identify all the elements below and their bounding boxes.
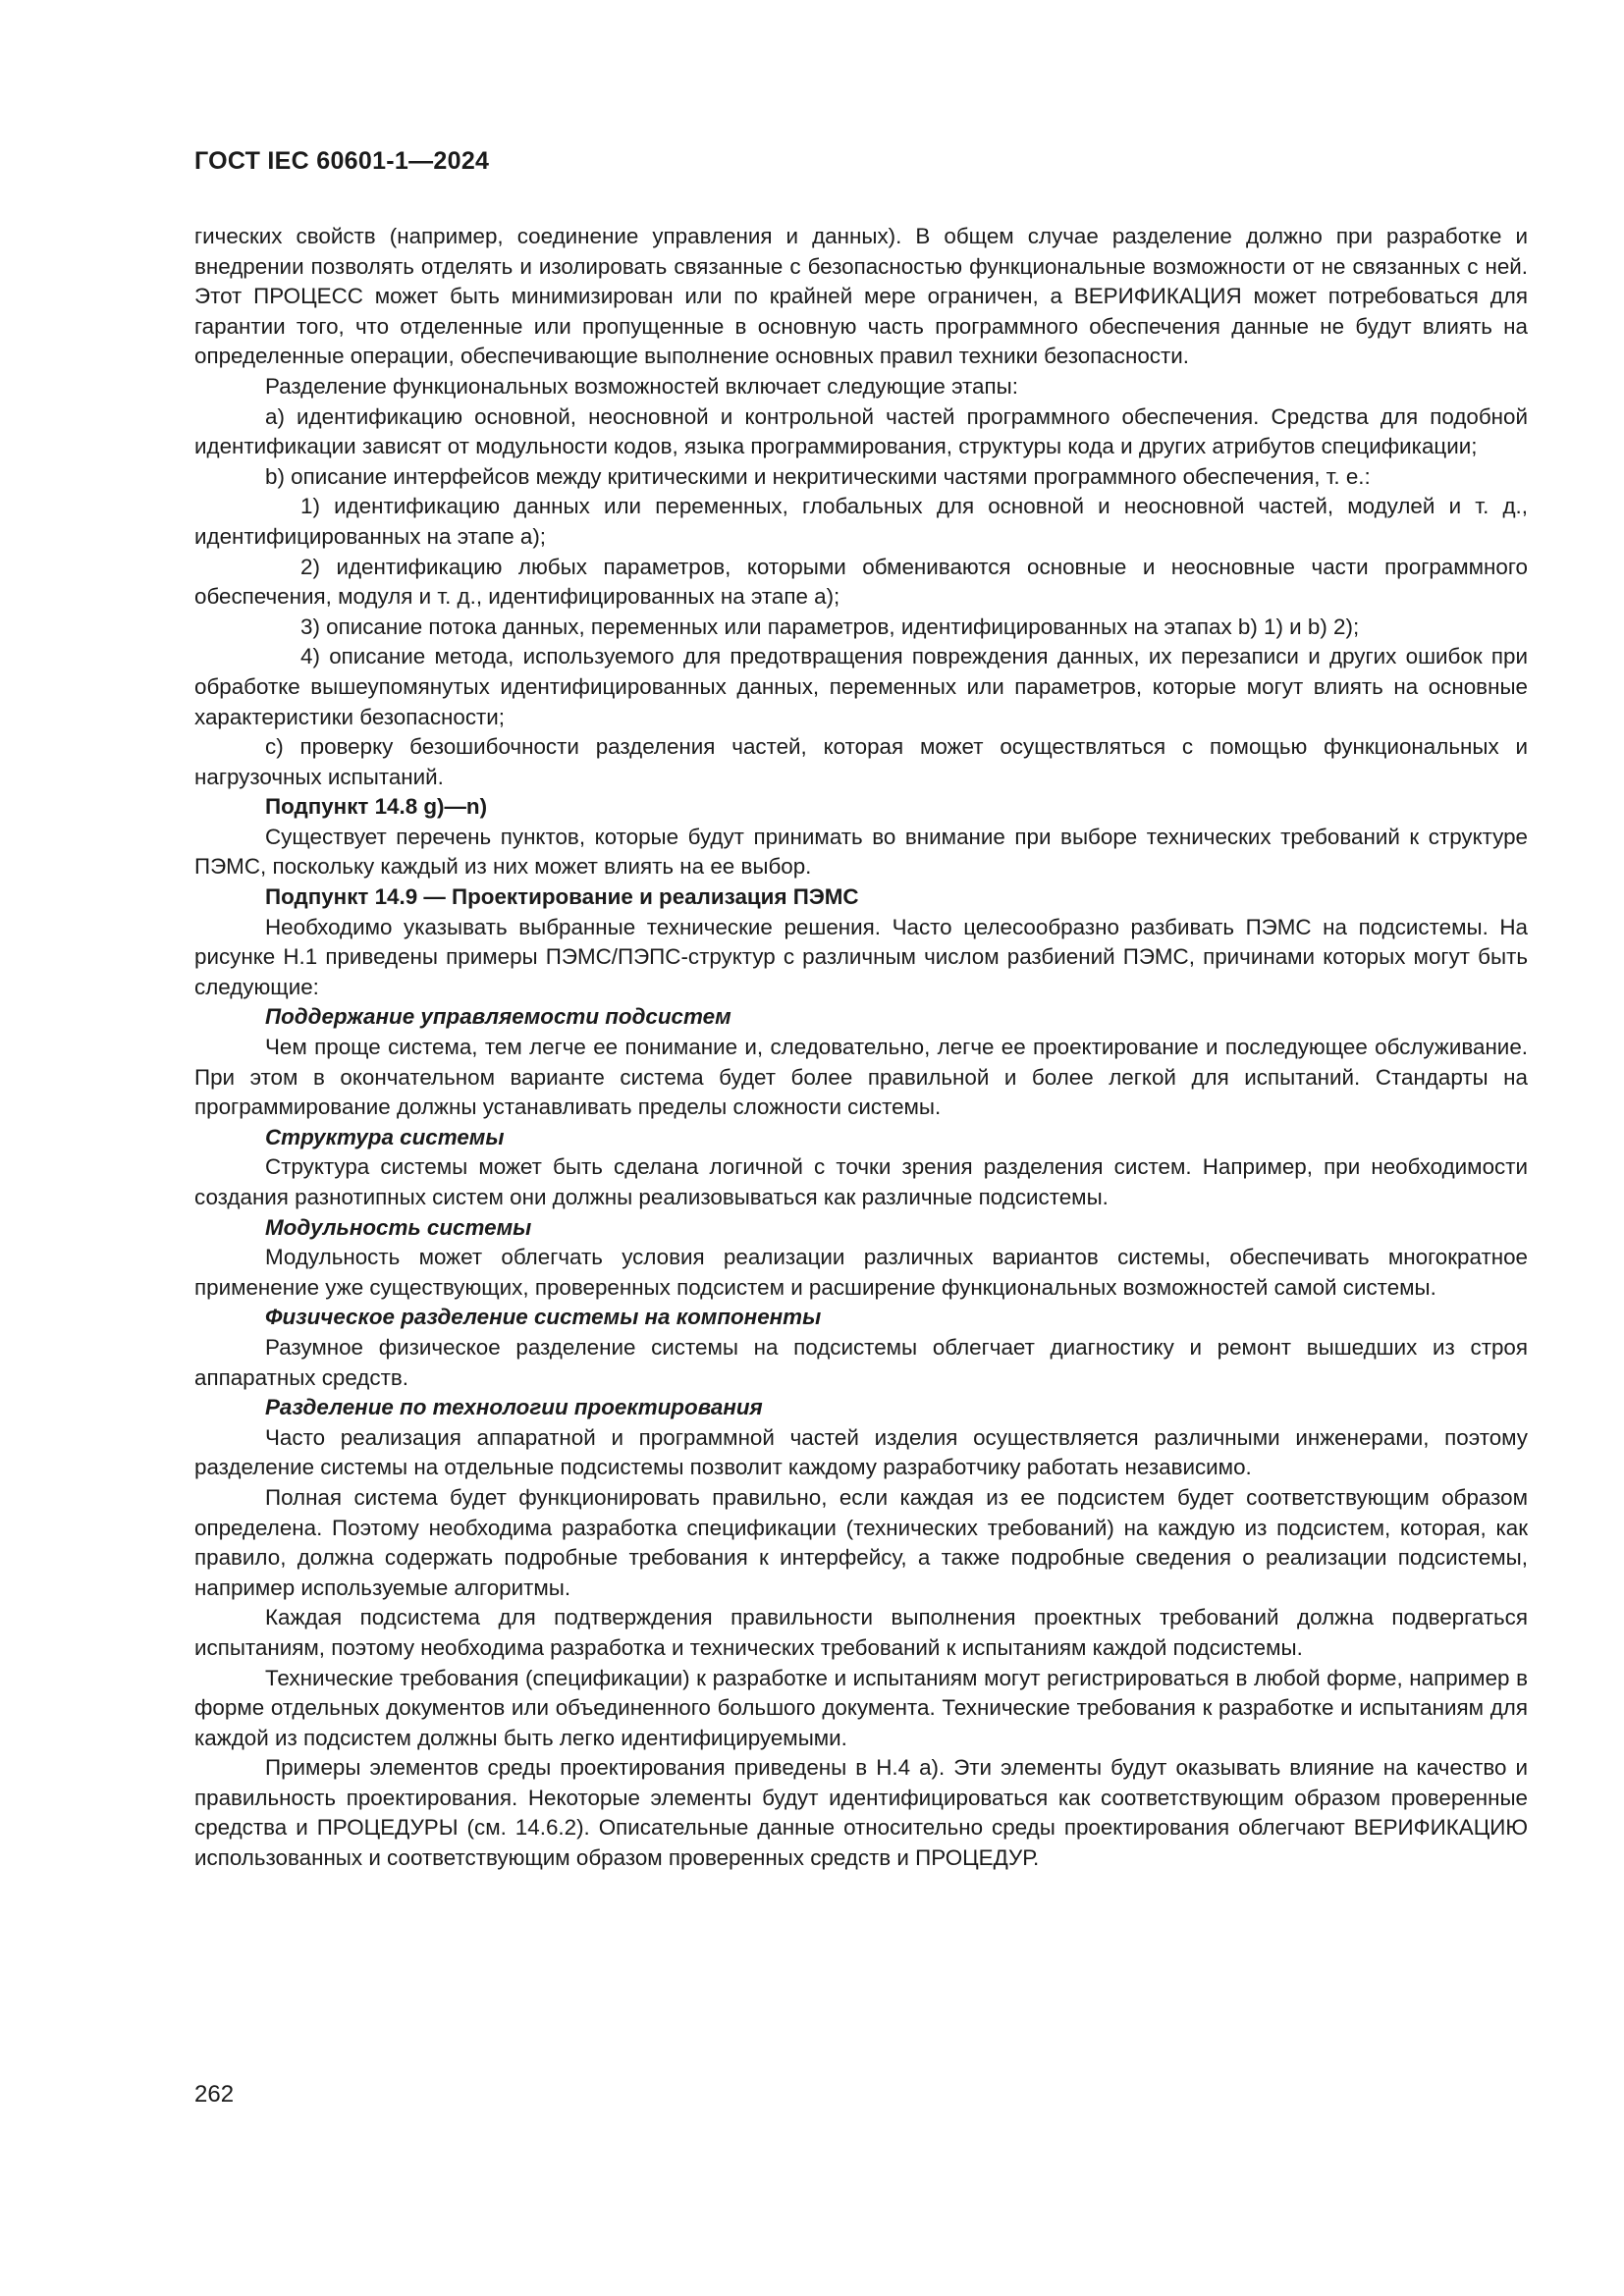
list-item: c) проверку безошибочности разделения частей, которая может осуществляться с помощью функциональных и нагрузочных испытаний. xyxy=(194,734,1528,789)
sub-list-item: 4) описание метода, используемого для предотвращения повреждения данных, их перезаписи и других ошибок при обработке вышеупомянутых идентифицированных данных, переменных или параметров, которые могут влиять на основные характеристики безопасности; xyxy=(194,644,1528,729)
paragraph: Технические требования (спецификации) к разработке и испытаниям могут регистрироваться в любой форме, например в форме отдельных документов или объединенного большого документа. Технические требования к разработке и испытаниям для каждой из подсистем должны быть легко идентифицируемыми. xyxy=(194,1665,1528,1750)
sub-list-item: 2) идентификацию любых параметров, которыми обмениваются основные и неосновные части программного обеспечения, модуля и т. д., идентифицированных на этапе a); xyxy=(194,554,1528,610)
paragraph: Примеры элементов среды проектирования приведены в H.4 a). Эти элементы будут оказывать влияние на качество и правильность проектирования. Некоторые элементы будут идентифицироваться как соответствующим образом проверенные средства и ПРОЦЕДУРЫ (см. 14.6.2). Описательные данные относительно среды проектирования облегчают ВЕРИФИКАЦИЮ использованных и соответствующим образом проверенных средств и ПРОЦЕДУР. xyxy=(194,1755,1528,1871)
paragraph: Часто реализация аппаратной и программной частей изделия осуществляется различными инженерами, поэтому разделение системы на отдельные подсистемы позволит каждому разработчику работать независимо. xyxy=(194,1424,1528,1480)
topic-heading: Физическое разделение системы на компоненты xyxy=(265,1305,822,1330)
paragraph: Разумное физическое разделение системы на подсистемы облегчает диагностику и ремонт вышедших из строя аппаратных средств. xyxy=(194,1334,1528,1390)
paragraph: Модульность может облегчать условия реализации различных вариантов системы, обеспечивать многократное применение уже существующих, проверенных подсистем и расширение функциональных возможностей самой системы. xyxy=(194,1245,1528,1300)
topic-heading: Модульность системы xyxy=(265,1214,532,1240)
list-item: b) описание интерфейсов между критическими и некритическими частями программного обеспечения, т. е.: xyxy=(265,463,1371,489)
sub-list-item: 3) описание потока данных, переменных или параметров, идентифицированных на этапах b) 1) и b) 2); xyxy=(300,614,1360,639)
document-body xyxy=(194,222,1528,1874)
paragraph: Чем проще система, тем легче ее понимание и, следовательно, легче ее проектирование и последующее обслуживание. При этом в окончательном варианте система будет более правильной и более легкой для испытаний. Стандарты на программирование должны устанавливать пределы сложности системы. xyxy=(194,1035,1528,1120)
paragraph: Полная система будет функционировать правильно, если каждая из ее подсистем будет соответствующим образом определена. Поэтому необходима разработка спецификации (технических требований) на каждую из подсистем, которая, как правило, должна содержать подробные требования к интерфейсу, а также подробные сведения о реализации подсистемы, например используемые алгоритмы. xyxy=(194,1484,1528,1600)
subclause-heading: Подпункт 14.9 — Проектирование и реализация ПЭМС xyxy=(265,884,859,910)
standard-header: ГОСТ IEC 60601-1—2024 xyxy=(194,147,490,175)
page-number: 262 xyxy=(194,2081,235,2108)
topic-heading: Разделение по технологии проектирования xyxy=(265,1395,763,1420)
paragraph: Структура системы может быть сделана логичной с точки зрения разделения систем. Например, при необходимости создания разнотипных систем они должны реализовываться как различные подсистемы. xyxy=(194,1154,1528,1209)
paragraph: Необходимо указывать выбранные технические решения. Часто целесообразно разбивать ПЭМС на подсистемы. На рисунке H.1 приведены примеры ПЭМС/ПЭПС-структур с различным числом разбиений ПЭМС, причинами которых могут быть следующие: xyxy=(194,914,1528,999)
paragraph: Разделение функциональных возможностей включает следующие этапы: xyxy=(265,373,1018,399)
subclause-heading: Подпункт 14.8 g)—n) xyxy=(265,794,488,820)
paragraph: гических свойств (например, соединение управления и данных). В общем случае разделение должно при разработке и внедрении позволять отделять и изолировать связанные с безопасностью функциональные возможности от не связанных с ней. Этот ПРОЦЕСС может быть минимизирован или по крайней мере ограничен, а ВЕРИФИКАЦИЯ может потребоваться для гарантии того, что отделенные или пропущенные в основную часть программного обеспечения данные не будут влиять на определенные операции, обеспечивающие выполнение основных правил техники безопасности. xyxy=(194,224,1528,369)
topic-heading: Поддержание управляемости подсистем xyxy=(265,1004,731,1030)
paragraph: Существует перечень пунктов, которые будут принимать во внимание при выборе технических требований к структуре ПЭМС, поскольку каждый из них может влиять на ее выбор. xyxy=(194,824,1528,880)
topic-heading: Структура системы xyxy=(265,1124,505,1149)
paragraph: Каждая подсистема для подтверждения правильности выполнения проектных требований должна подвергаться испытаниям, поэтому необходима разработка и технических требований к испытаниям каждой подсистемы. xyxy=(194,1605,1528,1660)
list-item: a) идентификацию основной, неосновной и контрольной частей программного обеспечения. Средства для подобной идентификации зависят от модульности кодов, языка программирования, структуры кода и других атрибутов спецификации; xyxy=(194,403,1528,459)
sub-list-item: 1) идентификацию данных или переменных, глобальных для основной и неосновной частей, модулей и т. д., идентифицированных на этапе a); xyxy=(194,494,1528,549)
